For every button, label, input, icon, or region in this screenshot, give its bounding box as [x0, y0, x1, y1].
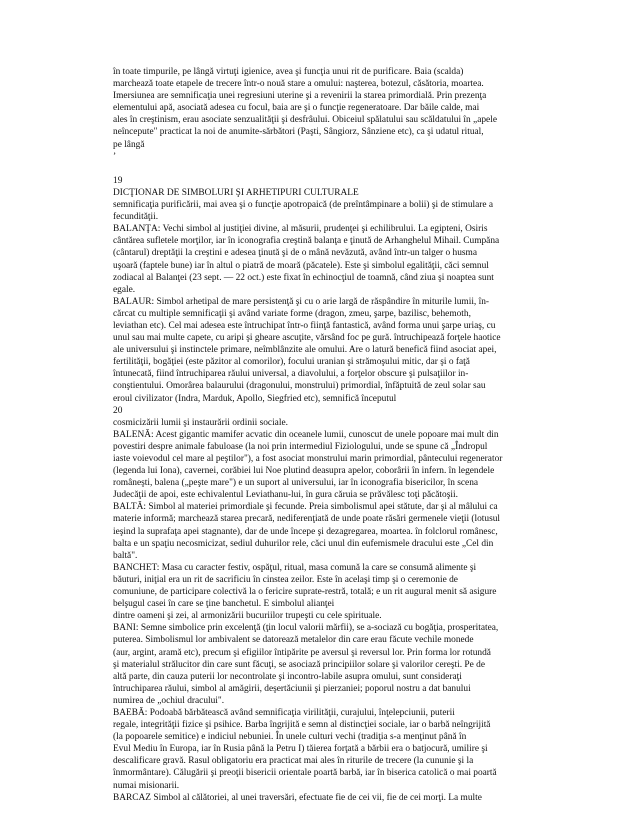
entry-line: BARCAZ Simbol al călătoriei, al unei traversări, efectuate fie de cei vii, fie de cei morţi. La multe	[113, 792, 482, 803]
text-line: conştientului. Omorârea balaurului (dragonului, monstrului) primordial, înfăptuită de zeul solar sau	[113, 381, 486, 392]
text-line: leviathan etc). Cel mai adesea este întruchipat într-o fiinţă fantastică, având forma unui şarpe uriaş, cu	[113, 320, 496, 331]
text-line: întruchiparea răului, simbol al amăgirii, deşertăciunii şi pierzaniei; poporul nostru a dat banului	[113, 683, 471, 694]
text-line: egale.	[113, 284, 136, 295]
text-line: cărcat cu multiple semnificaţii şi având variate forme (dragon, zmeu, şarpe, bazilisc, behemoth,	[113, 308, 471, 319]
text-line: ales în creştinism, erau asociate senzualităţii şi desfrâului. Obiceiul spălatului sau scăldatului în „apele	[113, 115, 497, 126]
text-line: fertilităţii, bogăţiei (este păzitor al comorilor), focului uranian şi strămoşului mitic, dar şi o faţă	[113, 357, 470, 368]
text-line: numai misionarii.	[113, 780, 180, 791]
text-line: cântărea sufletele morţilor, iar în iconografia creştină balanţa e ţinută de Arhanghelul Mihail. Cumpăna	[113, 236, 500, 247]
text-line: ale universului şi instinctele primare, neîmblânzite ale omului. Are o latură benefică fiind asociat apei,	[113, 345, 497, 356]
page-number: 20	[113, 405, 123, 416]
text-line: dintre oameni şi zei, al armonizării bucuriilor trupeşti cu cele spirituale.	[113, 611, 382, 622]
text-line: balta e un spaţiu necosmicizat, sediul duhurilor rele, căci unul din eufemismele dracului este „Cel din	[113, 538, 494, 549]
entry-line: BALANŢA: Vechi simbol al justiţiei divine, al măsurii, prudenţei şi echilibrului. La egipteni, Osiris	[113, 224, 488, 235]
text-line: belşugul casei în care se ţine banchetul. E simbolul alianţei	[113, 599, 335, 610]
text-line: Evul Mediu în Europa, iar în Rusia până la Petru I) tăierea forţată a bărbii era o batjocură, umilire şi	[113, 744, 488, 755]
text-line: româneşti, balena („peşte mare") e un suport al universului, iar în iconografia bisericilor, în scena	[113, 478, 479, 489]
text-line: cosmicizării lumii şi instaurării ordinii sociale.	[113, 417, 288, 428]
text-line: descalificare gravă. Rasul obligatoriu era practicat mai ales în riturile de trecere (la cununie şi la	[113, 756, 474, 767]
stray-mark: ’	[113, 151, 117, 162]
entry-line: BALENĂ: Acest gigantic mamifer acvatic din oceanele lumii, cunoscut de unele popoare mai mult din	[113, 429, 499, 440]
text-line: semnificaţia purificării, mai avea şi o funcţie apotropaică (de preîntâmpinare a bolii) şi de stimulare a	[113, 200, 494, 211]
text-line: elementului apă, asociată adesea cu focul, baia are şi o funcţie regeneratoare. Dar băile calde, mai	[113, 103, 480, 114]
text-line: altă parte, din cauza puterii lor necontrolate şi incontro-labile asupra omului, sunt consideraţi	[113, 671, 462, 682]
entry-line: BANI: Semne simbolice prin excelenţă (ţin locul valorii mărfii), se a-sociază cu bogăţia, prosperitatea,	[113, 623, 499, 634]
text-line: fecundităţii.	[113, 212, 159, 223]
text-line: pe lângă	[113, 139, 145, 150]
text-line: unul sau mai multe capete, cu aripi şi gheare ascuţite, vărsând foc pe gură. întruchipează forţele haotice	[113, 333, 501, 344]
text-line: ieşind la suprafaţa apei stagnante), dar de unde începe şi dezagregarea, moartea. în folclorul românesc,	[113, 526, 498, 537]
entry-line: BALTĂ: Simbol al materiei primordiale şi fecunde. Preia simbolismul apei stătute, dar şi al mâlului ca	[113, 502, 498, 513]
text-line: comuniune, de participare colectivă la o fericire suprate-restră, totală; e un rit augural menit să asigure	[113, 587, 497, 598]
text-line: (la popoarele semitice) e indiciul nebuniei. În unele culturi vechi (tradiţia s-a menţinut până în	[113, 732, 467, 743]
text-line: înmormântare). Călugării şi preoţii bisericii orientale poartă barbă, iar în biserica catolică o mai poartă	[113, 768, 497, 779]
page-number: 19	[113, 175, 123, 186]
text-line: zodiacal al Balanţei (23 sept. — 22 oct.) este fixat în echinocţiul de toamnă, când ziua şi noaptea sunt	[113, 272, 494, 283]
text-line: iaste voievodul cel mare al peştilor"), a fost asociat monstrului marin primordial, pântecului regenerator	[113, 454, 503, 464]
text-line: marchează toate etapele de trecere într-o nouă stare a omului: naşterea, botezul, căsătoria, moartea.	[113, 79, 484, 90]
text-line: (aur, argint, aramă etc), precum şi efigiilor întipărite pe aversul şi reversul lor. Prin forma lor rotundă	[113, 647, 491, 658]
text-line: Judecăţii de apoi, este echivalentul Leviathanu-lui, în gura căruia se prăvălesc toţi păcătoşii.	[113, 490, 458, 501]
text-line: întunecată, fiind întruchiparea răului universal, a diavolului, a forţelor obscure şi pulsaţiilor in-	[113, 369, 469, 380]
entry-line: BALAUR: Simbol arhetipal de mare persistenţă şi cu o arie largă de răspândire în miturile lumii, în-	[113, 296, 490, 307]
text-line: Imersiunea are semnificaţia unei regresiuni uterine şi a revenirii la starea primordială. Prin prezenţa	[113, 91, 487, 102]
text-line: regale, integrităţii fizice şi psihice. Barba îngrijită e semn al distincţiei sociale, iar o barbă neîngrijită	[113, 720, 491, 731]
text-line: materie informă; marchează starea precară, nediferenţiată de unde poate răsări germenele vieţii (lotusul	[113, 514, 501, 525]
text-line: şi materialul strălucitor din care sunt făcuţi, se asociază principiilor solare şi valorilor cereşti. Pe de	[113, 659, 486, 670]
entry-line: BANCHET: Masa cu caracter festiv, ospăţul, ritual, masa comună la care se consumă alimente şi	[113, 562, 477, 573]
text-line: eroul civilizator (Indra, Marduk, Apollo, Siegfried etc), semnifică începutul	[113, 393, 397, 404]
text-line: uşoară (faptele bune) iar în altul o piatră de moară (păcatele). Este şi simbolul egalităţii, căci semnul	[113, 260, 489, 271]
blank-line	[113, 163, 521, 175]
running-header: DICŢIONAR DE SIMBOLURI ŞI ARHETIPURI CULTURALE	[113, 187, 359, 198]
text-line: povestiri despre animale fabuloase (la noi prin intermediul Fiziologului, unde se spune că „Îndropul	[113, 441, 488, 452]
text-line: (legenda lui Iona), cavernei, corăbiei lui Noe plutind deasupra apelor, coborârii în infern. în legendele	[113, 466, 495, 477]
text-line: baltă".	[113, 550, 138, 561]
document-page	[113, 66, 521, 804]
text-line: (cântarul) dreptăţii la creştini e adesea ţinută şi de o mână nevăzută, având într-un talger o husma	[113, 248, 477, 259]
text-line: neîncepute" practicat la noi de anumite-sărbători (Paşti, Sângiorz, Sânziene etc), ca şi udatul ritual,	[113, 127, 484, 138]
text-line: băuturi, iniţial era un rit de sacrificiu în cinstea zeilor. Este în acelaşi timp şi o ceremonie de	[113, 574, 458, 585]
text-line: numirea de „ochiul dracului".	[113, 695, 225, 706]
text-line: puterea. Simbolismul lor ambivalent se datorează metalelor din care erau făcute vechile monede	[113, 635, 474, 646]
entry-line: BAEBĂ: Podoabă bărbătească având semnificaţia virilităţii, curajului, înţelepciunii, puterii	[113, 707, 455, 718]
text-line: în toate timpurile, pe lângă virtuţi igienice, avea şi funcţia unui rit de purificare. Baia (scalda)	[113, 67, 464, 77]
